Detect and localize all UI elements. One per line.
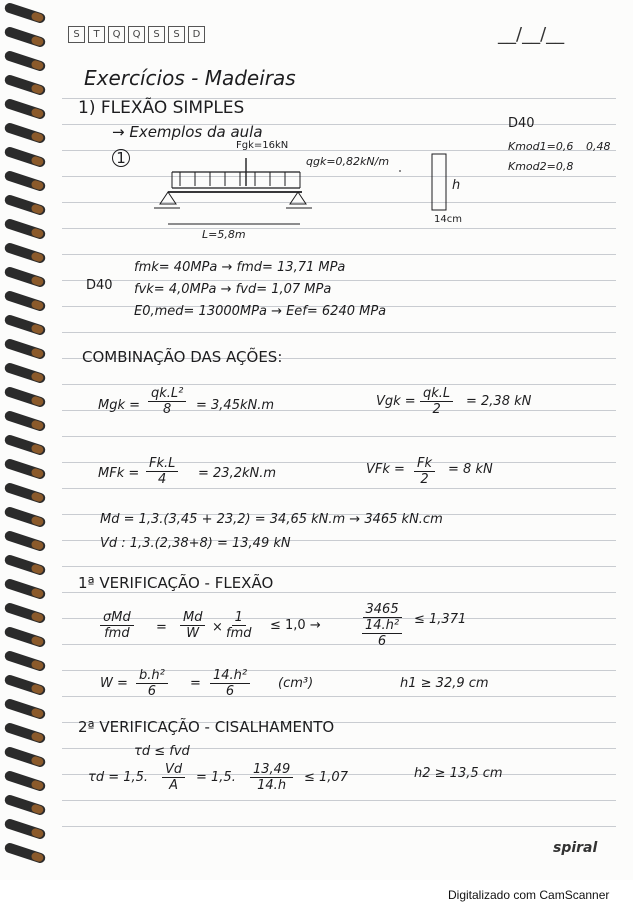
fraction-numerator: qk.L²	[148, 386, 186, 402]
weekday-box: Q	[108, 26, 125, 43]
equals-sign: =	[156, 620, 167, 635]
check-1-fraction	[362, 602, 402, 649]
spiral-ring	[3, 842, 46, 864]
combinations-heading: COMBINAÇÃO DAS AÇÕES:	[82, 348, 283, 366]
md-over-w-fraction	[180, 610, 205, 641]
property-fmk: fmk= 40MPa → fmd= 13,71 MPa	[134, 260, 346, 275]
check-1-rhs: ≤ 1,371	[414, 612, 467, 627]
distributed-load-label: qgk=0,82kN/m	[306, 155, 390, 168]
spiral-ring	[3, 602, 46, 624]
span-length-label: L=5,8m	[202, 228, 246, 241]
spiral-ring	[3, 50, 46, 72]
tau-rhs: ≤ 1,07	[304, 770, 348, 785]
spiral-ring	[3, 722, 46, 744]
spiral-ring	[3, 314, 46, 336]
spiral-ring	[3, 770, 46, 792]
fraction-numerator: 13,49	[250, 762, 293, 778]
spiral-ring	[3, 218, 46, 240]
spiral-ring	[3, 674, 46, 696]
fraction-numerator: Fk	[414, 456, 435, 472]
w-fraction-1	[136, 668, 168, 699]
weekday-box: T	[88, 26, 105, 43]
fraction-denominator: 6	[147, 684, 157, 699]
spiral-ring	[3, 266, 46, 288]
spiral-ring	[3, 650, 46, 672]
spiral-ring	[3, 818, 46, 840]
ruled-line	[62, 800, 616, 801]
fraction-numerator: Md	[180, 610, 205, 626]
section-height-label: h	[452, 178, 461, 193]
weekday-box: Q	[128, 26, 145, 43]
tau-middle: = 1,5.	[196, 770, 236, 785]
fraction-denominator: fmd	[104, 626, 130, 641]
spiral-ring	[3, 170, 46, 192]
w-lhs: W =	[100, 676, 128, 691]
fraction-numerator: σMd	[100, 610, 134, 626]
property-fvk: fvk= 4,0MPa → fvd= 1,07 MPa	[134, 282, 332, 297]
fraction-numerator: Vd	[162, 762, 185, 778]
w-equals: =	[190, 676, 201, 691]
wood-class-label: D40	[508, 116, 535, 131]
scanner-footer: Digitalizado com CamScanner	[448, 888, 610, 902]
spiral-ring	[3, 482, 46, 504]
vfk-lhs: VFk =	[366, 462, 405, 477]
spiral-ring	[3, 698, 46, 720]
ruled-line	[62, 280, 616, 281]
w-fraction-2	[210, 668, 250, 699]
section-width-label: 14cm	[434, 214, 462, 225]
fraction-denominator: 14.h²	[362, 618, 402, 634]
fraction-numerator: 14.h²	[210, 668, 250, 684]
weekday-box: S	[168, 26, 185, 43]
mgk-rhs: = 3,45kN.m	[196, 398, 275, 413]
fraction-denominator: 2	[420, 472, 429, 487]
check-2-heading: 2ª VERIFICAÇÃO - CISALHAMENTO	[78, 718, 335, 736]
spiral-ring	[3, 458, 46, 480]
vgk-rhs: = 2,38 kN	[466, 394, 532, 409]
ruled-line	[62, 618, 616, 619]
fraction-denominator: 8	[163, 402, 172, 417]
vfk-rhs: = 8 kN	[448, 462, 493, 477]
vfk-fraction	[414, 456, 435, 487]
tau-fraction-2	[250, 762, 293, 793]
mfk-fraction	[146, 456, 178, 487]
ruled-line	[62, 332, 616, 333]
spiral-ring	[3, 338, 46, 360]
spiral-ring	[3, 26, 46, 48]
fraction-denominator: W	[186, 626, 200, 641]
check-1-heading: 1ª VERIFICAÇÃO - FLEXÃO	[78, 574, 274, 592]
ruled-line	[62, 488, 616, 489]
ruled-line	[62, 254, 616, 255]
spiral-ring	[3, 410, 46, 432]
spiral-ring	[3, 554, 46, 576]
spiral-ring	[3, 122, 46, 144]
fraction-numerator: 1	[232, 610, 246, 626]
ruled-line	[62, 644, 616, 645]
spiral-binding	[0, 0, 60, 880]
ruled-line	[62, 410, 616, 411]
fraction-denominator: A	[169, 778, 179, 793]
fraction-denominator: 4	[158, 472, 167, 487]
weekday-box: S	[148, 26, 165, 43]
weekday-box: S	[68, 26, 85, 43]
le-one-arrow: ≤ 1,0 →	[270, 618, 321, 633]
weekday-box: D	[188, 26, 205, 43]
mfk-rhs: = 23,2kN.m	[198, 466, 277, 481]
fraction-numerator: 3465	[363, 602, 402, 618]
point-load-label: Fgk=16kN	[236, 140, 289, 151]
h2-result: h2 ≥ 13,5 cm	[414, 766, 503, 781]
subtitle-exemplos: → Exemplos da aula	[112, 123, 263, 141]
spiral-ring	[3, 2, 46, 24]
spiral-ring	[3, 362, 46, 384]
vgk-fraction	[420, 386, 453, 417]
sigma-fraction	[100, 610, 134, 641]
mgk-lhs: Mgk =	[98, 398, 141, 413]
spiral-ring	[3, 74, 46, 96]
fraction-numerator: b.h²	[136, 668, 168, 684]
example-number: 1	[112, 149, 130, 167]
class-label: D40	[86, 278, 113, 293]
ruled-line	[62, 566, 616, 567]
ruled-line	[62, 436, 616, 437]
spiral-ring	[3, 626, 46, 648]
section-flexao-simples: 1) FLEXÃO SIMPLES	[78, 98, 245, 118]
spiral-ring	[3, 242, 46, 264]
w-unit: (cm³)	[278, 676, 314, 691]
spiral-ring	[3, 146, 46, 168]
spiral-ring	[3, 506, 46, 528]
spiral-ring	[3, 434, 46, 456]
notebook-brand-logo: spiral	[553, 840, 598, 856]
fraction-denominator-2: 6	[377, 634, 387, 649]
mgk-fraction	[148, 386, 186, 417]
design-moment-md: Md = 1,3.(3,45 + 23,2) = 34,65 kN.m → 3465 kN.cm	[100, 512, 443, 527]
spiral-ring	[3, 98, 46, 120]
fraction-denominator: 14.h	[257, 778, 287, 793]
spiral-ring	[3, 290, 46, 312]
spiral-ring	[3, 530, 46, 552]
fraction-denominator: 2	[432, 402, 441, 417]
mfk-lhs: MFk =	[98, 466, 140, 481]
spiral-ring	[3, 578, 46, 600]
date-field: __/__/__	[498, 24, 565, 45]
spiral-ring	[3, 194, 46, 216]
property-e0: E0,med= 13000MPa → Eef= 6240 MPa	[134, 304, 387, 319]
tau-fraction-1	[162, 762, 185, 793]
weekday-boxes	[68, 26, 205, 43]
ruled-line	[62, 384, 616, 385]
vgk-lhs: Vgk =	[376, 394, 416, 409]
kmod2-label: Kmod2=0,8	[508, 160, 574, 173]
design-shear-vd: Vd : 1,3.(2,38+8) = 13,49 kN	[100, 536, 291, 551]
h1-result: h1 ≥ 32,9 cm	[400, 676, 489, 691]
ruled-line	[62, 592, 616, 593]
fraction-numerator: qk.L	[420, 386, 453, 402]
spiral-ring	[3, 386, 46, 408]
fraction-denominator: 6	[225, 684, 235, 699]
tau-condition: τd ≤ fvd	[134, 744, 190, 759]
kmod1-label: Kmod1=0,6	[508, 140, 574, 153]
spiral-ring	[3, 794, 46, 816]
times-sign: ×	[212, 620, 223, 635]
ruled-line	[62, 826, 616, 827]
spiral-ring	[3, 746, 46, 768]
one-over-fmd-fraction	[226, 610, 252, 641]
fraction-denominator: fmd	[226, 626, 252, 641]
kmod-result-label: 0,48	[586, 140, 611, 153]
fraction-numerator: Fk.L	[146, 456, 178, 472]
tau-lhs: τd = 1,5.	[88, 770, 149, 785]
page-title: Exercícios - Madeiras	[84, 66, 296, 90]
